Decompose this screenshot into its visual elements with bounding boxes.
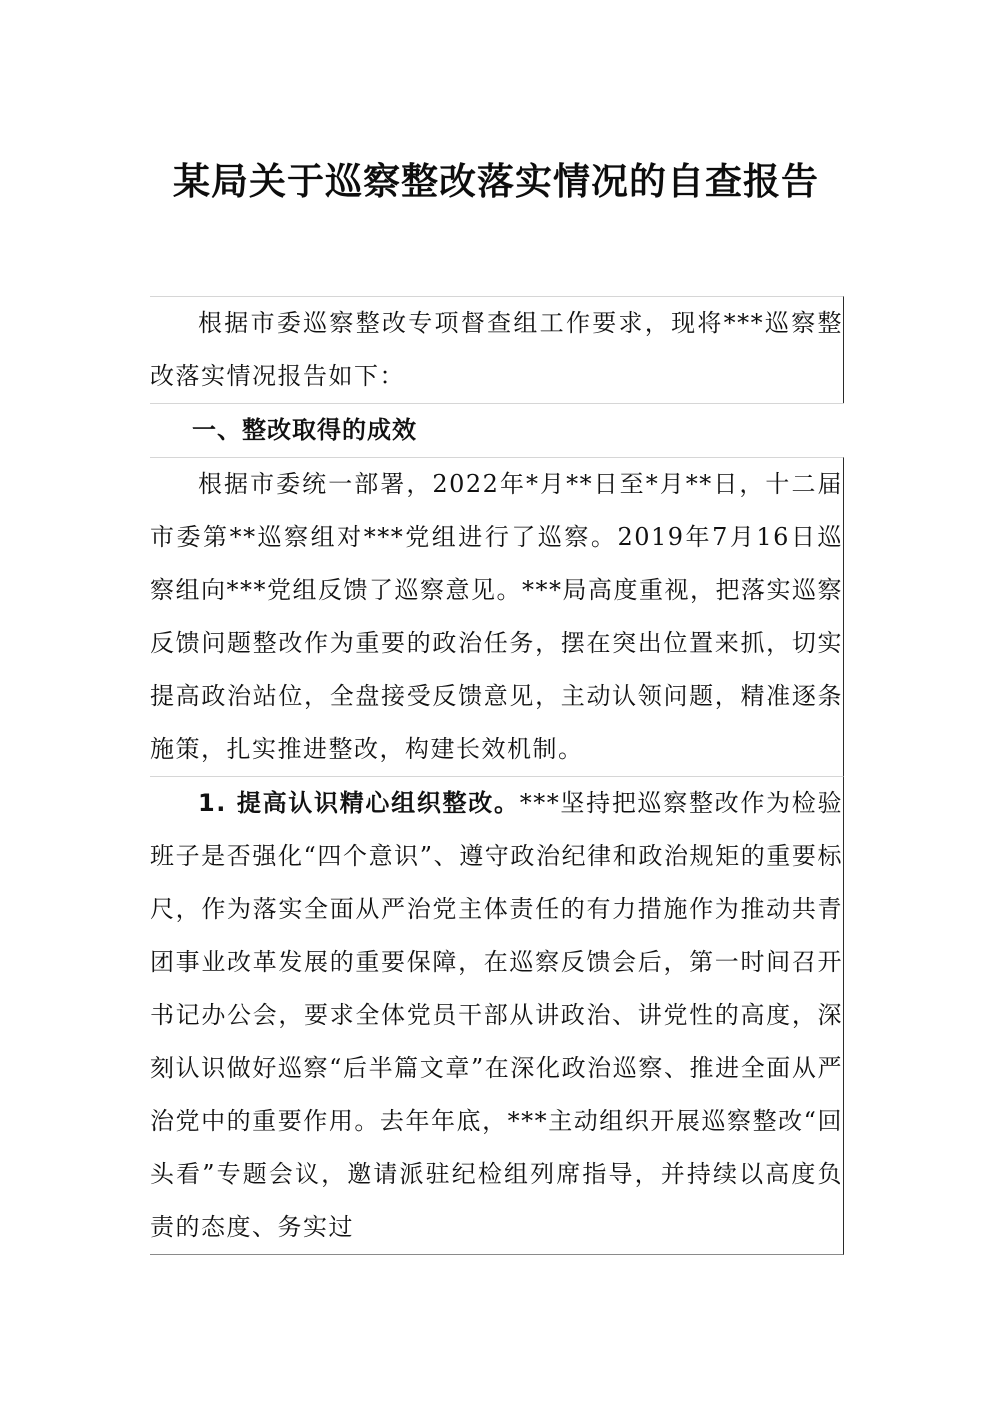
section-1-block: [150, 457, 844, 776]
intro-block: [150, 296, 844, 403]
item-1-block: [150, 776, 844, 1255]
item-1-paragraph: [150, 777, 843, 1254]
intro-paragraph: 根据市委巡察整改专项督查组工作要求，现将***巡察整改落实情况报告如下：: [150, 309, 843, 390]
document-body: [150, 296, 844, 1255]
section-1-heading: 一、整改取得的成效: [192, 416, 417, 444]
document-title: 某局关于巡察整改落实情况的自查报告: [173, 160, 819, 203]
item-1-lead: 1. 提高认识精心组织整改。: [198, 789, 520, 817]
section-heading-block: [150, 403, 844, 457]
item-1-body: ***坚持把巡察整改作为检验班子是否强化“四个意识”、遵守政治纪律和政治规矩的重要标尺，作为落实全面从严治党主体责任的有力措施作为推动共青团事业改革发展的重要保障，在巡察反馈会后，第一时间召开书记办公会，要求全体党员干部从讲政治、讲党性的高度，深刻认识做好巡察“后半篇文章”在深化政治巡察、推进全面从严治党中的重要作用。去年年底，***主动组织开展巡察整改“回头看”专题会议，邀请派驻纪检组列席指导，并持续以高度负责的态度、务实过: [150, 789, 844, 1241]
section-1-paragraph: 根据市委统一部署，2022年*月**日至*月**日，十二届市委第**巡察组对***党组进行了巡察。2019年7月16日巡察组向***党组反馈了巡察意见。***局高度重视，把落实巡察反馈问题整改作为重要的政治任务，摆在突出位置来抓，切实提高政治站位，全盘接受反馈意见，主动认领问题，精准逐条施策，扎实推进整改，构建长效机制。: [150, 470, 843, 763]
